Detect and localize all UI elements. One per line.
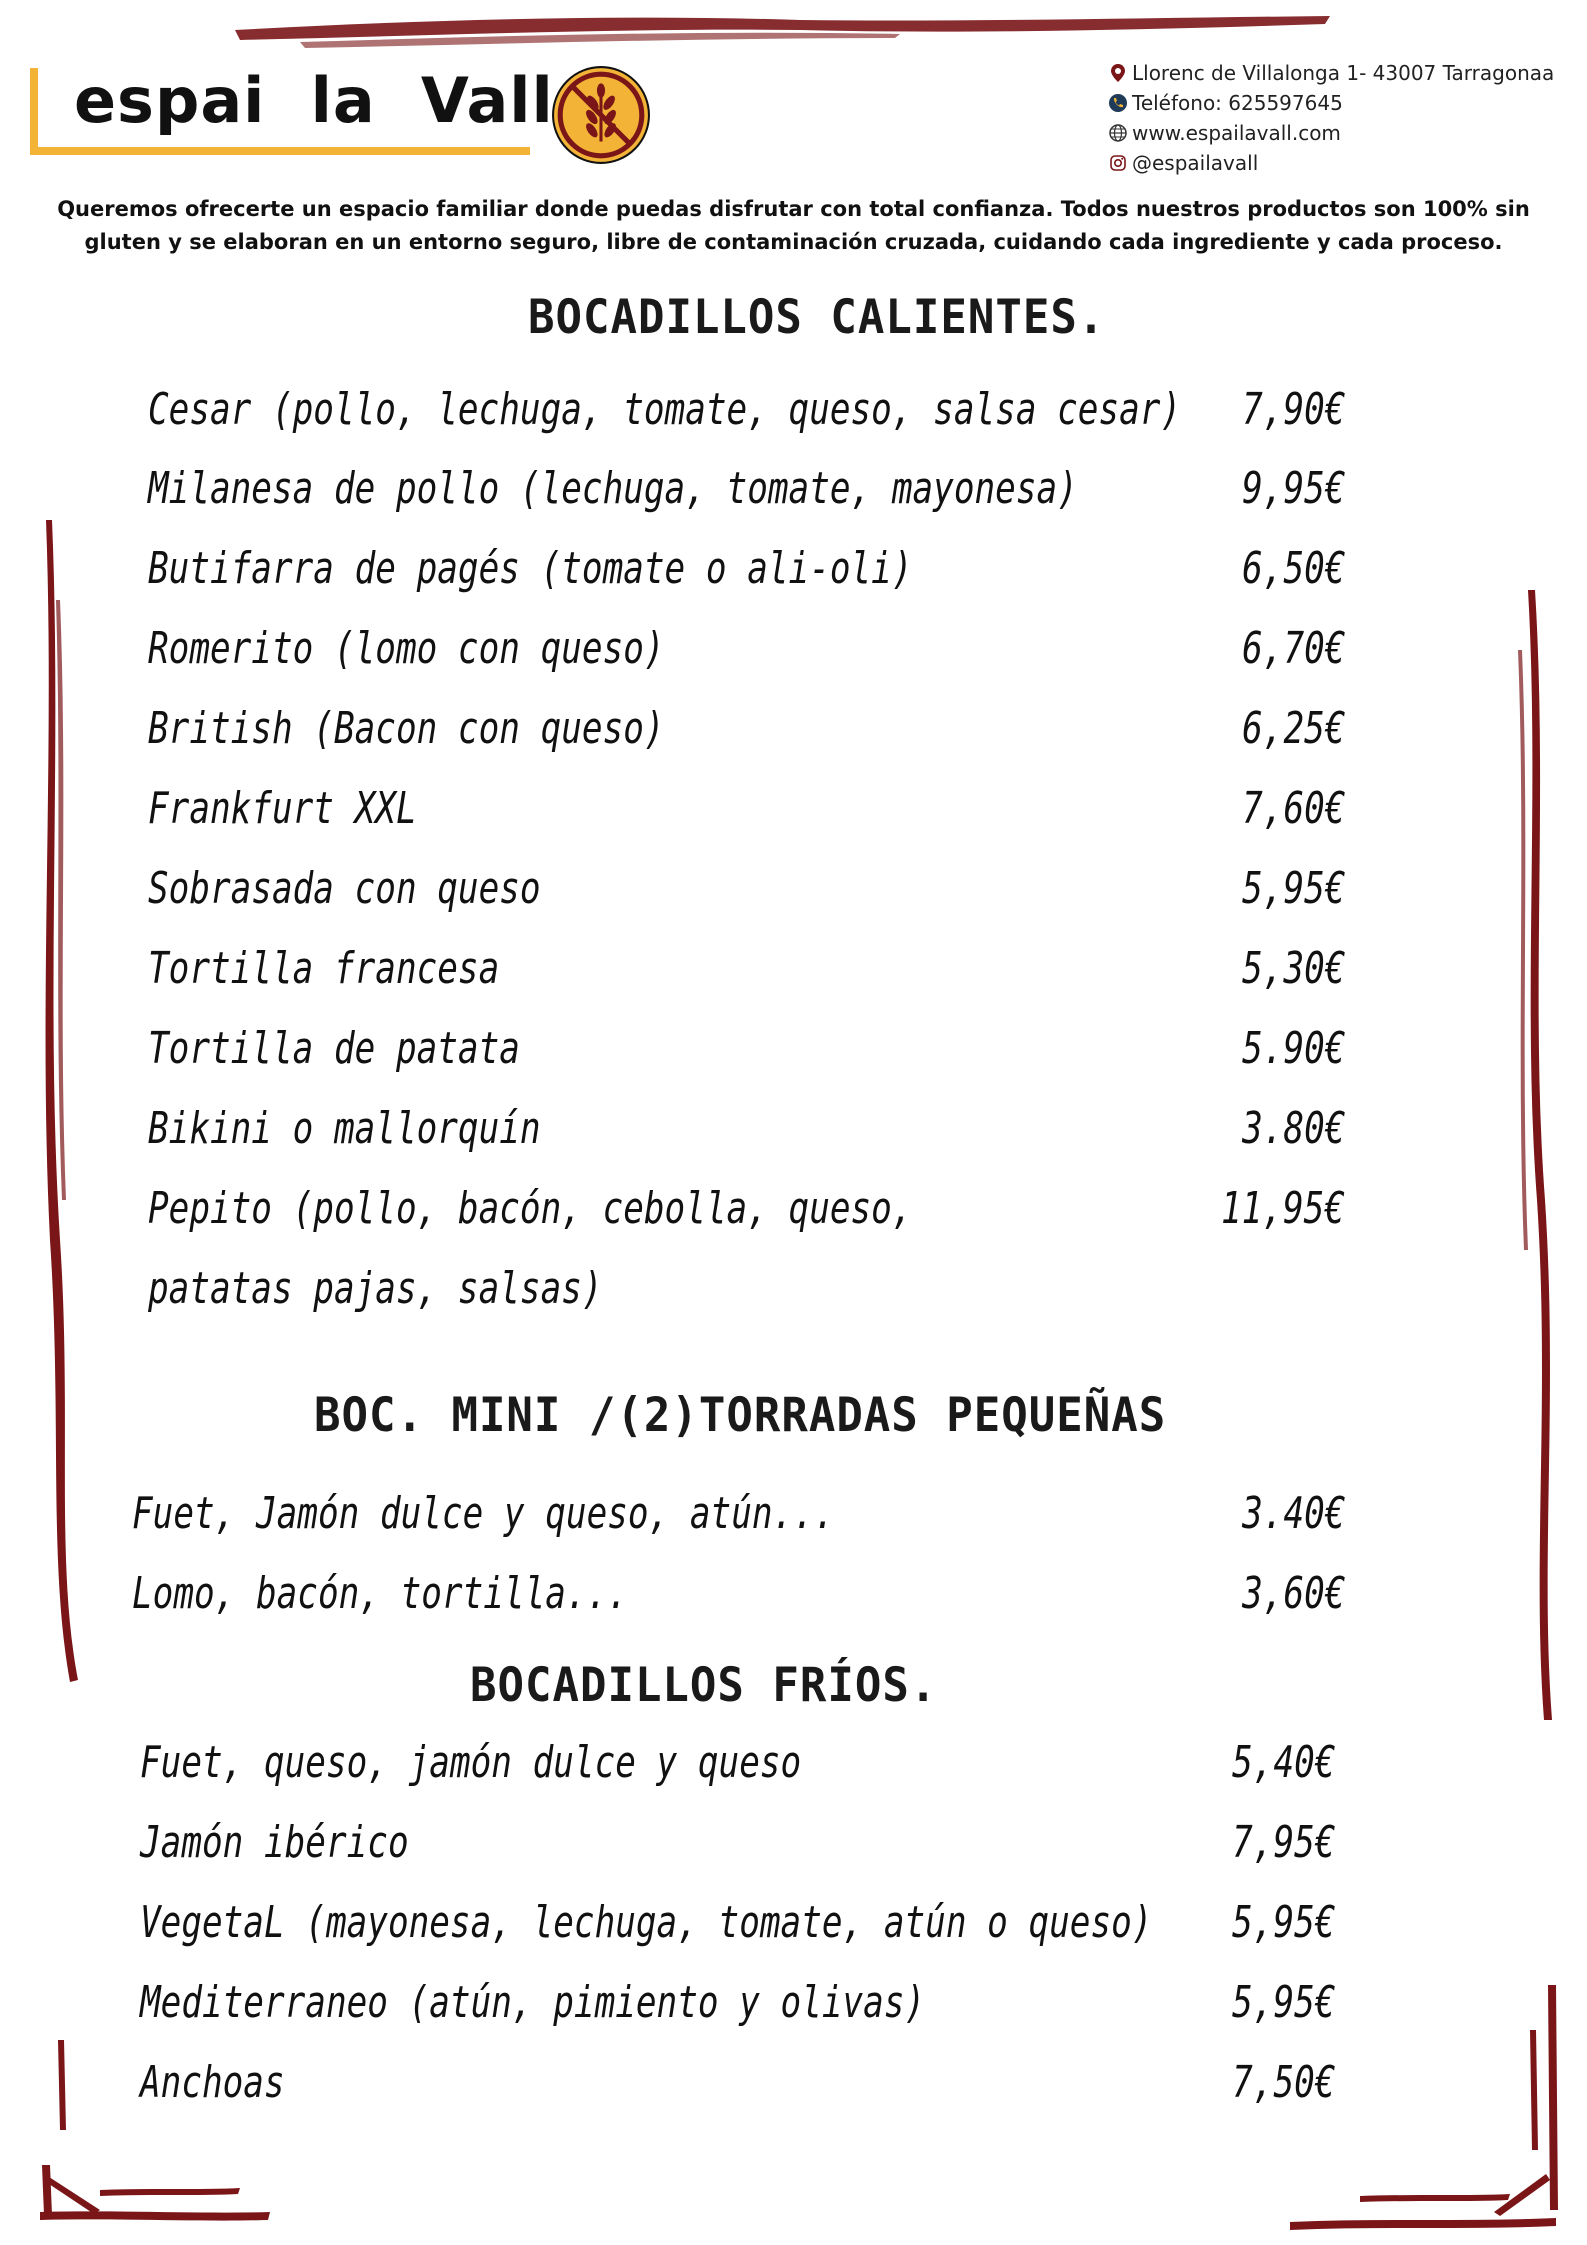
menu-item-price: 5,40€ [1231,1737,1335,1788]
contact-website [1108,118,1554,148]
menu-item-name: Tortilla de patata [148,1023,520,1074]
menu-item-name: Tortilla francesa [148,943,500,994]
section-title-calientes: BOCADILLOS CALIENTES. [528,289,1106,346]
menu-item-price: 3.80€ [1241,1103,1345,1154]
contact-info [1108,58,1554,178]
menu-item-name: Fuet, queso, jamón dulce y queso [140,1737,802,1788]
globe-icon [1108,123,1128,143]
menu-item-price: 6,70€ [1241,623,1345,674]
contact-instagram [1108,148,1554,178]
wheat-crossed-icon [550,64,652,166]
intro-text [40,193,1547,259]
menu-item-name: Mediterraneo (atún, pimiento y olivas) [140,1977,926,2028]
phone-icon [1108,93,1128,113]
contact-phone [1108,88,1554,118]
menu-item-name: Frankfurt XXL [148,783,417,834]
contact-website-text: www.espailavall.com [1132,121,1341,145]
menu-item-name-continued: patatas pajas, salsas) [148,1263,603,1314]
menu-item-price: 6,25€ [1241,703,1345,754]
menu-item-name: Bikini o mallorquín [148,1103,541,1154]
menu-item-price: 5,30€ [1241,943,1345,994]
menu-item-price: 5.90€ [1241,1023,1345,1074]
menu-item-price: 7,90€ [1241,384,1345,435]
menu-item-name: Sobrasada con queso [148,863,541,914]
menu-item-name: VegetaL (mayonesa, lechuga, tomate, atún o queso) [140,1897,1153,1948]
menu-item-price: 3.40€ [1241,1488,1345,1539]
location-pin-icon [1108,63,1128,83]
menu-item-price: 5,95€ [1231,1977,1335,2028]
menu-item-price: 11,95€ [1221,1183,1345,1234]
menu-item-price: 3,60€ [1241,1568,1345,1619]
menu-item-name: British (Bacon con queso) [148,703,665,754]
menu-item-name: Jamón ibérico [140,1817,409,1868]
menu-item-price: 7,95€ [1231,1817,1335,1868]
menu-item-price: 9,95€ [1241,463,1345,514]
contact-address [1108,58,1554,88]
menu-item-name: Romerito (lomo con queso) [148,623,665,674]
menu-item-name: Lomo, bacón, tortilla... [132,1568,628,1619]
instagram-icon [1108,153,1128,173]
menu-item-price: 7,60€ [1241,783,1345,834]
menu-item-price: 5,95€ [1241,863,1345,914]
brand-name: espai la Vall [74,64,554,137]
menu-item-name: Pepito (pollo, bacón, cebolla, queso, [148,1183,913,1234]
menu-item-name: Cesar (pollo, lechuga, tomate, queso, salsa cesar) [148,384,1182,435]
contact-address-text: Llorenc de Villalonga 1- 43007 Tarragonaa [1132,61,1555,85]
menu-item-name: Butifarra de pagés (tomate o ali-oli) [148,543,913,594]
contact-instagram-text: @espailavall [1132,151,1259,175]
contact-phone-text: Teléfono: 625597645 [1132,91,1343,115]
menu-item-price: 6,50€ [1241,543,1345,594]
menu-item-name: Anchoas [140,2057,285,2108]
menu-item-name: Fuet, Jamón dulce y queso, atún... [132,1488,835,1539]
section-title-mini: BOC. MINI /(2)TORRADAS PEQUEÑAS [314,1387,1167,1444]
intro-line-2: gluten y se elaboran en un entorno seguro, libre de contaminación cruzada, cuidando cada ingrediente y cada proceso. [84,230,1503,254]
menu-item-price: 5,95€ [1231,1897,1335,1948]
menu-item-name: Milanesa de pollo (lechuga, tomate, mayonesa) [148,463,1078,514]
intro-line-1: Queremos ofrecerte un espacio familiar donde puedas disfrutar con total confianza. Todos nuestros productos son 100% sin [57,197,1530,221]
menu-item-price: 7,50€ [1231,2057,1335,2108]
section-title-frios: BOCADILLOS FRÍOS. [470,1657,938,1714]
